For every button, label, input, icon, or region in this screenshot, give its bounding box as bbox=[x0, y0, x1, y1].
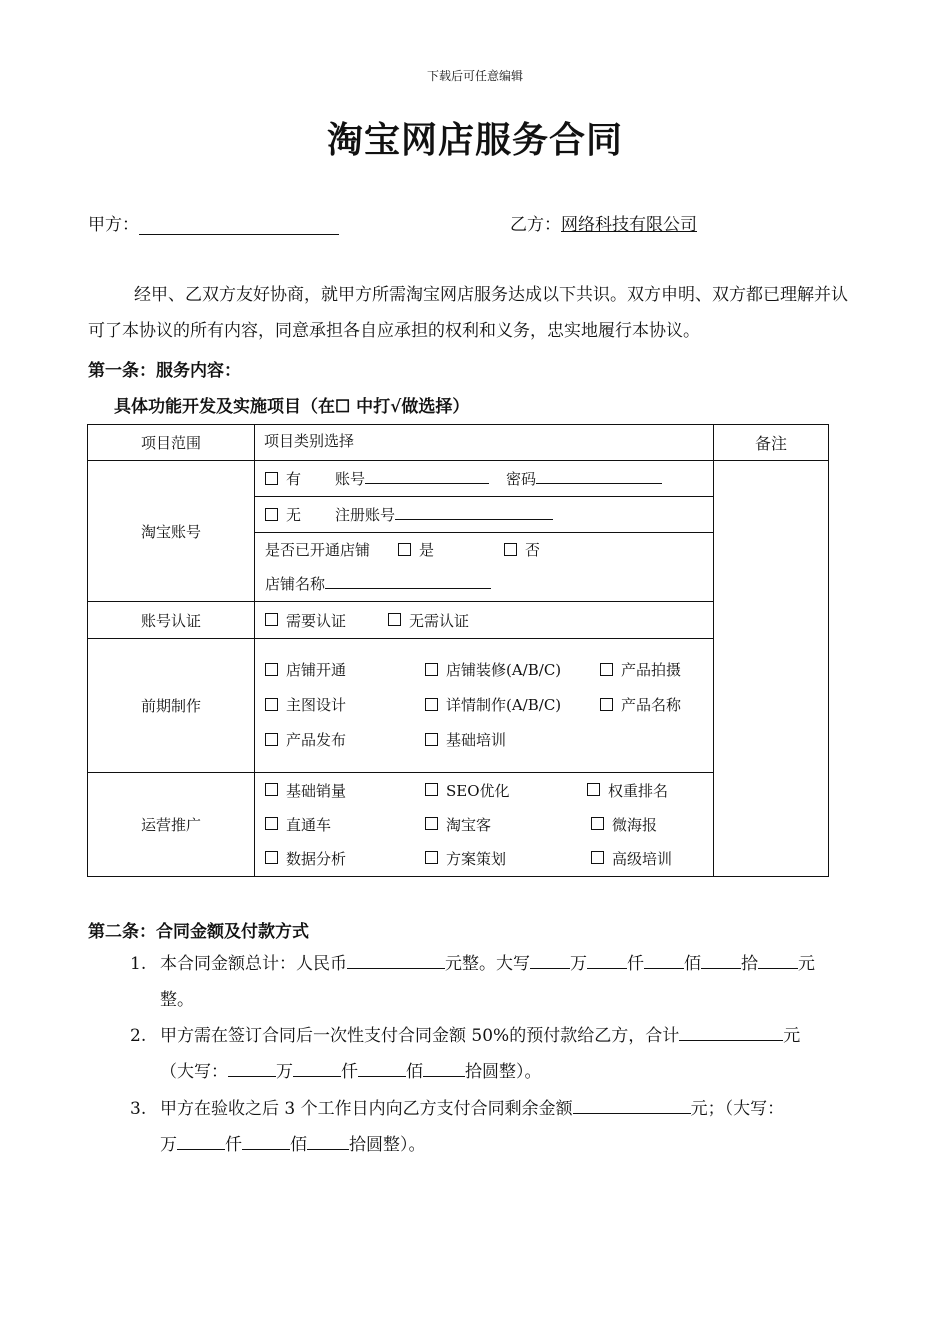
account-label: 账号 bbox=[335, 470, 366, 488]
none-label: 无 bbox=[286, 506, 302, 524]
blank[interactable] bbox=[701, 954, 741, 969]
item-text: 仟 bbox=[341, 1062, 358, 1082]
shop-status-cell bbox=[255, 533, 714, 602]
blank[interactable] bbox=[307, 1135, 349, 1150]
verify-not-required-checkbox[interactable] bbox=[388, 613, 401, 626]
prep-checkbox[interactable] bbox=[600, 663, 613, 676]
party-a-label: 甲方： bbox=[88, 215, 139, 235]
verification-options bbox=[255, 602, 714, 639]
op-checkbox[interactable] bbox=[591, 817, 604, 830]
header-note: 下载后可任意编辑 bbox=[426, 69, 523, 83]
register-input[interactable] bbox=[395, 505, 553, 520]
service-table bbox=[87, 424, 829, 877]
op-option: 微海报 bbox=[612, 815, 658, 834]
blank[interactable] bbox=[758, 954, 798, 969]
prep-checkbox[interactable] bbox=[425, 733, 438, 746]
op-checkbox[interactable] bbox=[425, 783, 438, 796]
item-text: 佰 bbox=[684, 954, 701, 974]
item-text: 甲方需在签订合同后一次性支付合同金额 50%的预付款给乙方，合计 bbox=[160, 1026, 680, 1046]
blank[interactable] bbox=[423, 1062, 465, 1077]
preparation-label: 前期制作 bbox=[88, 639, 255, 773]
article1-subheading: 具体功能开发及实施项目（在☐ 中打√做选择） bbox=[114, 397, 470, 417]
item-text: 元 bbox=[783, 1026, 801, 1046]
preparation-options bbox=[255, 639, 714, 773]
item-text: （大写： bbox=[160, 1062, 228, 1082]
shop-yes-checkbox[interactable] bbox=[398, 543, 411, 556]
item-text: 拾 bbox=[741, 954, 758, 974]
register-label: 注册账号 bbox=[335, 506, 396, 524]
item-text: 甲方在验收之后 3 个工作日内向乙方支付合同剩余金额 bbox=[160, 1099, 573, 1119]
payment-item-1 bbox=[130, 946, 865, 1018]
remaining-amount-input[interactable] bbox=[573, 1099, 691, 1114]
item-text: 佰 bbox=[290, 1135, 307, 1155]
blank[interactable] bbox=[242, 1135, 290, 1150]
has-account-checkbox[interactable] bbox=[265, 472, 278, 485]
intro-text: 经甲、乙双方友好协商，就甲方所需淘宝网店服务达成以下共识。双方申明、双方都已理解并认可了本协议的所有内容，同意承担各自应承担的权利和义务，忠实地履行本协议。 bbox=[88, 285, 848, 341]
no-label: 否 bbox=[525, 541, 541, 559]
prep-checkbox[interactable] bbox=[600, 698, 613, 711]
blank[interactable] bbox=[587, 954, 627, 969]
item-text: 拾圆整）。 bbox=[465, 1062, 542, 1082]
op-checkbox[interactable] bbox=[587, 783, 600, 796]
header-remark: 备注 bbox=[714, 425, 829, 461]
prep-option: 产品名称 bbox=[621, 696, 682, 714]
item-text: 元 bbox=[798, 954, 815, 974]
op-option: 淘宝客 bbox=[446, 815, 492, 834]
item-number: 2. bbox=[130, 1026, 147, 1046]
article2-heading: 第二条：合同金额及付款方式 bbox=[88, 922, 309, 942]
blank[interactable] bbox=[293, 1062, 341, 1077]
intro-paragraph bbox=[88, 277, 864, 349]
op-option: SEO优化 bbox=[446, 781, 510, 800]
no-account-checkbox[interactable] bbox=[265, 508, 278, 521]
prep-checkbox[interactable] bbox=[425, 663, 438, 676]
prep-checkbox[interactable] bbox=[425, 698, 438, 711]
item-text: 仟 bbox=[225, 1135, 242, 1155]
verification-label: 账号认证 bbox=[88, 602, 255, 639]
party-b-label: 乙方： bbox=[510, 215, 561, 235]
item-text: 佰 bbox=[406, 1062, 423, 1082]
header-category: 项目类别选择 bbox=[255, 425, 714, 461]
op-checkbox[interactable] bbox=[265, 817, 278, 830]
op-option: 数据分析 bbox=[286, 849, 347, 868]
blank[interactable] bbox=[177, 1135, 225, 1150]
prep-option: 详情制作(A/B/C) bbox=[446, 696, 562, 714]
item-text: 万 bbox=[570, 954, 587, 974]
op-option: 直通车 bbox=[286, 815, 332, 834]
op-option: 基础销量 bbox=[286, 781, 347, 800]
party-b bbox=[510, 210, 697, 235]
prep-checkbox[interactable] bbox=[265, 663, 278, 676]
password-input[interactable] bbox=[536, 469, 662, 484]
blank[interactable] bbox=[644, 954, 684, 969]
op-option: 方案策划 bbox=[446, 849, 507, 868]
verify-not-required-label: 无需认证 bbox=[409, 611, 470, 630]
shop-no-checkbox[interactable] bbox=[504, 543, 517, 556]
header-scope: 项目范围 bbox=[88, 425, 255, 461]
has-label: 有 bbox=[286, 470, 302, 488]
party-a-blank[interactable] bbox=[139, 214, 339, 235]
operation-label: 运营推广 bbox=[88, 773, 255, 877]
item-text: 整。 bbox=[160, 990, 194, 1010]
prep-option: 主图设计 bbox=[286, 696, 347, 714]
op-checkbox[interactable] bbox=[425, 817, 438, 830]
account-input[interactable] bbox=[365, 469, 489, 484]
prep-option: 店铺装修(A/B/C) bbox=[446, 661, 562, 679]
remark-cell[interactable] bbox=[714, 461, 829, 877]
item-text: 本合同金额总计：人民币 bbox=[160, 954, 347, 974]
item-number: 1. bbox=[130, 954, 147, 974]
payment-item-2 bbox=[130, 1018, 865, 1090]
item-text: 拾圆整）。 bbox=[349, 1135, 426, 1155]
party-a bbox=[88, 210, 339, 235]
item-text: 元；（大写： bbox=[690, 1099, 785, 1119]
account-has-row bbox=[255, 461, 714, 497]
payment-item-3 bbox=[130, 1091, 865, 1163]
prep-option: 店铺开通 bbox=[286, 661, 347, 679]
prep-option: 基础培训 bbox=[446, 731, 507, 749]
shop-name-label: 店铺名称 bbox=[265, 575, 326, 593]
article1-heading: 第一条：服务内容： bbox=[88, 361, 241, 381]
op-checkbox[interactable] bbox=[425, 851, 438, 864]
operation-options bbox=[255, 773, 714, 877]
yes-label: 是 bbox=[419, 541, 435, 559]
prep-checkbox[interactable] bbox=[265, 733, 278, 746]
shop-name-input[interactable] bbox=[325, 574, 491, 589]
item-text: 万 bbox=[160, 1135, 177, 1155]
prep-option: 产品发布 bbox=[286, 731, 347, 749]
op-checkbox[interactable] bbox=[265, 851, 278, 864]
page-title: 淘宝网店服务合同 bbox=[326, 119, 623, 161]
taobao-account-label: 淘宝账号 bbox=[88, 461, 255, 602]
party-b-value: 网络科技有限公司 bbox=[561, 215, 697, 235]
blank[interactable] bbox=[530, 954, 570, 969]
prep-option: 产品拍摄 bbox=[621, 661, 682, 679]
op-option: 权重排名 bbox=[608, 781, 669, 800]
password-label: 密码 bbox=[506, 470, 537, 488]
op-option: 高级培训 bbox=[612, 849, 673, 868]
verify-required-checkbox[interactable] bbox=[265, 613, 278, 626]
verify-required-label: 需要认证 bbox=[286, 611, 347, 630]
prep-checkbox[interactable] bbox=[265, 698, 278, 711]
total-amount-input[interactable] bbox=[347, 954, 445, 969]
blank[interactable] bbox=[358, 1062, 406, 1077]
op-checkbox[interactable] bbox=[265, 783, 278, 796]
shop-opened-label: 是否已开通店铺 bbox=[265, 541, 371, 559]
blank[interactable] bbox=[228, 1062, 276, 1077]
op-checkbox[interactable] bbox=[591, 851, 604, 864]
account-none-row bbox=[255, 497, 714, 533]
item-text: 万 bbox=[276, 1062, 293, 1082]
item-number: 3. bbox=[130, 1099, 147, 1119]
item-text: 元整。大写 bbox=[445, 954, 530, 974]
item-text: 仟 bbox=[627, 954, 644, 974]
prepayment-input[interactable] bbox=[679, 1026, 783, 1041]
